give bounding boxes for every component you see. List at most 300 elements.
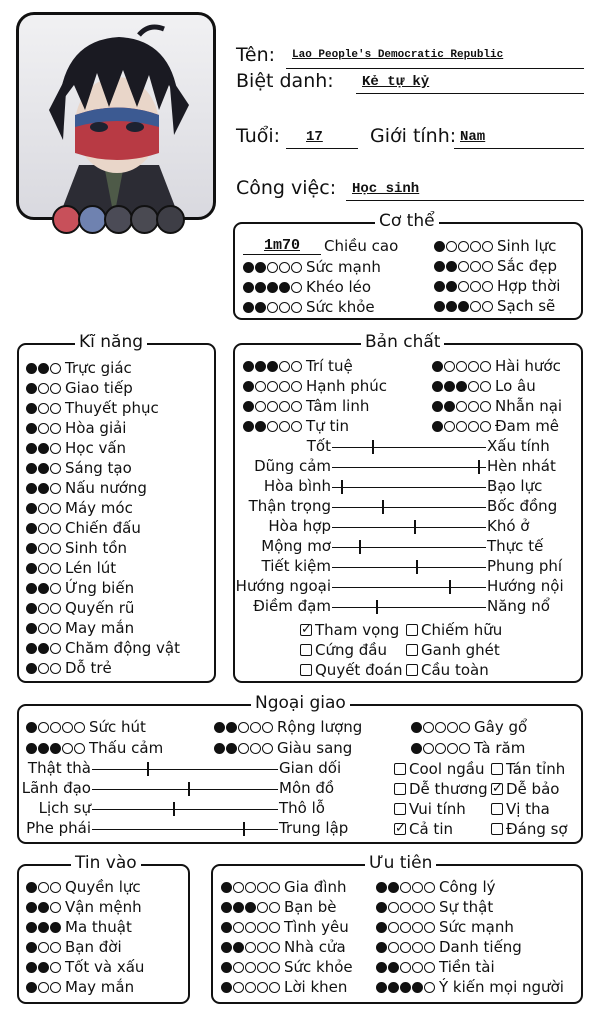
rating-dot[interactable] xyxy=(38,882,49,893)
rating-dot[interactable] xyxy=(423,722,434,733)
rating-dot[interactable] xyxy=(50,503,61,514)
rating-dots[interactable] xyxy=(411,722,471,733)
rating-dot[interactable] xyxy=(255,361,266,372)
rating-dot[interactable] xyxy=(400,962,411,973)
rating-dot[interactable] xyxy=(400,902,411,913)
rating-dots[interactable] xyxy=(26,403,62,414)
rating-dot[interactable] xyxy=(434,241,445,252)
rating-dot[interactable] xyxy=(432,361,443,372)
rating-dot[interactable] xyxy=(388,962,399,973)
rating-dot[interactable] xyxy=(38,483,49,494)
trait-slider[interactable] xyxy=(248,497,558,517)
rating-dot[interactable] xyxy=(50,922,61,933)
rating-dot[interactable] xyxy=(456,381,467,392)
rating-dot[interactable] xyxy=(411,743,422,754)
rating-dot[interactable] xyxy=(26,722,37,733)
slider-marker[interactable] xyxy=(173,802,175,816)
rating-dot[interactable] xyxy=(38,743,49,754)
trait-checkbox[interactable] xyxy=(491,799,550,819)
trait-checkbox[interactable] xyxy=(394,759,485,779)
rating-dot[interactable] xyxy=(255,401,266,412)
rating-dot[interactable] xyxy=(38,942,49,953)
rating-dot[interactable] xyxy=(446,301,457,312)
rating-dot[interactable] xyxy=(233,962,244,973)
rating-dot[interactable] xyxy=(255,381,266,392)
checkbox-box[interactable] xyxy=(406,624,418,636)
rating-dot[interactable] xyxy=(257,922,268,933)
slider-track[interactable] xyxy=(332,547,486,548)
rating-dot[interactable] xyxy=(245,962,256,973)
rating-dots[interactable] xyxy=(221,942,281,953)
rating-dot[interactable] xyxy=(38,463,49,474)
rating-dot[interactable] xyxy=(269,902,280,913)
rating-dot[interactable] xyxy=(432,401,443,412)
rating-dot[interactable] xyxy=(482,301,493,312)
rating-dot[interactable] xyxy=(424,882,435,893)
rating-dot[interactable] xyxy=(269,982,280,993)
rating-dot[interactable] xyxy=(38,922,49,933)
rating-dot[interactable] xyxy=(376,902,387,913)
rating-dot[interactable] xyxy=(26,383,37,394)
rating-dot[interactable] xyxy=(267,381,278,392)
rating-dot[interactable] xyxy=(432,421,443,432)
rating-dot[interactable] xyxy=(255,262,266,273)
trait-slider[interactable] xyxy=(235,577,564,597)
rating-dot[interactable] xyxy=(50,403,61,414)
rating-dot[interactable] xyxy=(468,421,479,432)
rating-dot[interactable] xyxy=(459,743,470,754)
rating-dots[interactable] xyxy=(26,583,62,594)
rating-dot[interactable] xyxy=(447,743,458,754)
rating-dot[interactable] xyxy=(456,361,467,372)
rating-dots[interactable] xyxy=(26,722,86,733)
rating-dot[interactable] xyxy=(50,463,61,474)
rating-dot[interactable] xyxy=(62,722,73,733)
trait-slider[interactable] xyxy=(26,819,349,839)
slider-track[interactable] xyxy=(332,487,486,488)
slider-track[interactable] xyxy=(92,789,278,790)
slider-track[interactable] xyxy=(92,829,278,830)
rating-dot[interactable] xyxy=(376,882,387,893)
trait-checkbox[interactable] xyxy=(491,779,559,799)
rating-dot[interactable] xyxy=(269,922,280,933)
checkbox-box[interactable] xyxy=(394,803,406,815)
checkbox-box[interactable]: ✓ xyxy=(492,781,503,796)
rating-dot[interactable] xyxy=(50,902,61,913)
name-field[interactable]: Lao People's Democratic Republic xyxy=(286,47,584,69)
trait-checkbox[interactable] xyxy=(406,640,500,660)
slider-marker[interactable] xyxy=(341,480,343,494)
rating-dot[interactable] xyxy=(412,982,423,993)
trait-checkbox[interactable] xyxy=(394,779,488,799)
slider-track[interactable] xyxy=(92,769,278,770)
rating-dot[interactable] xyxy=(400,922,411,933)
rating-dot[interactable] xyxy=(38,962,49,973)
rating-dot[interactable] xyxy=(238,722,249,733)
checkbox-box[interactable] xyxy=(491,803,503,815)
rating-dot[interactable] xyxy=(38,443,49,454)
rating-dots[interactable] xyxy=(26,663,62,674)
rating-dot[interactable] xyxy=(50,423,61,434)
rating-dots[interactable] xyxy=(221,982,281,993)
rating-dots[interactable] xyxy=(26,503,62,514)
rating-dot[interactable] xyxy=(470,261,481,272)
rating-dot[interactable] xyxy=(444,381,455,392)
rating-dots[interactable] xyxy=(26,982,62,993)
trait-slider[interactable] xyxy=(254,457,556,477)
rating-dot[interactable] xyxy=(26,403,37,414)
rating-dot[interactable] xyxy=(74,722,85,733)
rating-dot[interactable] xyxy=(456,421,467,432)
rating-dot[interactable] xyxy=(221,982,232,993)
rating-dots[interactable] xyxy=(26,962,62,973)
rating-dot[interactable] xyxy=(458,261,469,272)
rating-dot[interactable] xyxy=(388,982,399,993)
rating-dot[interactable] xyxy=(62,743,73,754)
rating-dot[interactable] xyxy=(269,962,280,973)
trait-checkbox[interactable] xyxy=(394,819,453,839)
rating-dots[interactable] xyxy=(376,902,436,913)
rating-dots[interactable] xyxy=(243,262,303,273)
rating-dots[interactable] xyxy=(376,882,436,893)
rating-dot[interactable] xyxy=(233,922,244,933)
rating-dot[interactable] xyxy=(221,882,232,893)
rating-dots[interactable] xyxy=(376,922,436,933)
trait-slider[interactable] xyxy=(253,597,550,617)
nickname-field[interactable]: Kẻ tự kỷ xyxy=(356,72,584,94)
rating-dot[interactable] xyxy=(250,722,261,733)
rating-dots[interactable] xyxy=(243,421,303,432)
rating-dot[interactable] xyxy=(423,743,434,754)
trait-slider[interactable] xyxy=(263,477,543,497)
rating-dot[interactable] xyxy=(446,241,457,252)
rating-dot[interactable] xyxy=(257,902,268,913)
trait-checkbox[interactable] xyxy=(394,799,466,819)
rating-dot[interactable] xyxy=(388,882,399,893)
rating-dot[interactable] xyxy=(243,282,254,293)
trait-checkbox[interactable] xyxy=(491,759,565,779)
rating-dot[interactable] xyxy=(424,942,435,953)
rating-dot[interactable] xyxy=(26,882,37,893)
rating-dot[interactable] xyxy=(26,962,37,973)
rating-dot[interactable] xyxy=(376,962,387,973)
checkbox-box[interactable] xyxy=(491,763,503,775)
rating-dot[interactable] xyxy=(26,643,37,654)
rating-dot[interactable] xyxy=(376,922,387,933)
rating-dot[interactable] xyxy=(38,982,49,993)
rating-dot[interactable] xyxy=(257,942,268,953)
trait-checkbox[interactable] xyxy=(406,660,489,680)
rating-dot[interactable] xyxy=(279,361,290,372)
rating-dots[interactable] xyxy=(26,643,62,654)
rating-dot[interactable] xyxy=(26,423,37,434)
rating-dot[interactable] xyxy=(26,663,37,674)
rating-dots[interactable] xyxy=(434,241,494,252)
rating-dot[interactable] xyxy=(267,302,278,313)
rating-dots[interactable] xyxy=(26,543,62,554)
rating-dot[interactable] xyxy=(291,381,302,392)
rating-dot[interactable] xyxy=(257,962,268,973)
rating-dot[interactable] xyxy=(243,361,254,372)
rating-dot[interactable] xyxy=(38,543,49,554)
rating-dots[interactable] xyxy=(432,381,492,392)
rating-dots[interactable] xyxy=(26,463,62,474)
rating-dots[interactable] xyxy=(432,361,492,372)
rating-dot[interactable] xyxy=(291,421,302,432)
rating-dot[interactable] xyxy=(400,942,411,953)
rating-dot[interactable] xyxy=(458,281,469,292)
rating-dot[interactable] xyxy=(50,982,61,993)
rating-dot[interactable] xyxy=(424,902,435,913)
rating-dot[interactable] xyxy=(376,942,387,953)
rating-dots[interactable] xyxy=(434,301,494,312)
rating-dot[interactable] xyxy=(245,902,256,913)
checkbox-box[interactable] xyxy=(394,763,406,775)
rating-dot[interactable] xyxy=(38,902,49,913)
rating-dots[interactable] xyxy=(243,401,303,412)
rating-dots[interactable] xyxy=(26,743,86,754)
rating-dot[interactable] xyxy=(424,982,435,993)
rating-dot[interactable] xyxy=(412,922,423,933)
trait-checkbox[interactable] xyxy=(406,620,502,640)
rating-dot[interactable] xyxy=(38,523,49,534)
rating-dot[interactable] xyxy=(26,563,37,574)
slider-marker[interactable] xyxy=(382,500,384,514)
rating-dot[interactable] xyxy=(38,503,49,514)
rating-dots[interactable] xyxy=(26,443,62,454)
rating-dots[interactable] xyxy=(26,483,62,494)
checkbox-box[interactable] xyxy=(406,664,418,676)
rating-dot[interactable] xyxy=(458,241,469,252)
rating-dot[interactable] xyxy=(400,882,411,893)
rating-dots[interactable] xyxy=(434,281,494,292)
rating-dots[interactable] xyxy=(376,962,436,973)
rating-dot[interactable] xyxy=(226,743,237,754)
rating-dot[interactable] xyxy=(26,483,37,494)
rating-dot[interactable] xyxy=(480,381,491,392)
rating-dot[interactable] xyxy=(38,643,49,654)
rating-dot[interactable] xyxy=(50,643,61,654)
slider-track[interactable] xyxy=(332,467,486,468)
rating-dot[interactable] xyxy=(26,583,37,594)
rating-dot[interactable] xyxy=(424,922,435,933)
rating-dot[interactable] xyxy=(226,722,237,733)
rating-dots[interactable] xyxy=(221,882,281,893)
rating-dot[interactable] xyxy=(434,261,445,272)
rating-dot[interactable] xyxy=(243,401,254,412)
rating-dot[interactable] xyxy=(50,962,61,973)
slider-marker[interactable] xyxy=(372,440,374,454)
rating-dots[interactable] xyxy=(243,282,303,293)
slider-marker[interactable] xyxy=(478,460,480,474)
rating-dot[interactable] xyxy=(245,942,256,953)
rating-dot[interactable] xyxy=(221,922,232,933)
height-value[interactable]: 1m70 xyxy=(243,237,321,255)
rating-dots[interactable] xyxy=(26,523,62,534)
rating-dot[interactable] xyxy=(468,401,479,412)
rating-dot[interactable] xyxy=(214,743,225,754)
rating-dot[interactable] xyxy=(26,463,37,474)
rating-dot[interactable] xyxy=(50,363,61,374)
age-field[interactable]: 17 xyxy=(286,127,358,149)
rating-dot[interactable] xyxy=(388,942,399,953)
rating-dot[interactable] xyxy=(245,922,256,933)
rating-dot[interactable] xyxy=(214,722,225,733)
checkbox-box[interactable] xyxy=(491,823,503,835)
slider-track[interactable] xyxy=(332,447,486,448)
rating-dot[interactable] xyxy=(50,663,61,674)
rating-dots[interactable] xyxy=(26,623,62,634)
rating-dots[interactable] xyxy=(26,423,62,434)
rating-dot[interactable] xyxy=(255,302,266,313)
checkbox-box[interactable] xyxy=(300,644,312,656)
rating-dots[interactable] xyxy=(214,743,274,754)
rating-dot[interactable] xyxy=(26,902,37,913)
slider-marker[interactable] xyxy=(359,540,361,554)
rating-dot[interactable] xyxy=(456,401,467,412)
trait-checkbox[interactable] xyxy=(300,660,402,680)
rating-dot[interactable] xyxy=(26,503,37,514)
rating-dot[interactable] xyxy=(38,423,49,434)
rating-dot[interactable] xyxy=(480,421,491,432)
trait-slider[interactable] xyxy=(21,779,335,799)
checkbox-box[interactable] xyxy=(300,664,312,676)
rating-dot[interactable] xyxy=(444,361,455,372)
rating-dot[interactable] xyxy=(434,301,445,312)
rating-dot[interactable] xyxy=(243,381,254,392)
rating-dot[interactable] xyxy=(26,942,37,953)
rating-dot[interactable] xyxy=(38,722,49,733)
trait-slider[interactable] xyxy=(261,557,563,577)
rating-dot[interactable] xyxy=(470,241,481,252)
rating-dot[interactable] xyxy=(50,543,61,554)
slider-marker[interactable] xyxy=(414,520,416,534)
rating-dot[interactable] xyxy=(250,743,261,754)
rating-dot[interactable] xyxy=(26,543,37,554)
rating-dot[interactable] xyxy=(468,361,479,372)
rating-dot[interactable] xyxy=(26,982,37,993)
rating-dot[interactable] xyxy=(243,302,254,313)
rating-dots[interactable] xyxy=(26,942,62,953)
rating-dot[interactable] xyxy=(446,261,457,272)
rating-dot[interactable] xyxy=(233,902,244,913)
slider-marker[interactable] xyxy=(416,560,418,574)
rating-dot[interactable] xyxy=(255,421,266,432)
rating-dot[interactable] xyxy=(233,882,244,893)
rating-dot[interactable] xyxy=(50,722,61,733)
rating-dot[interactable] xyxy=(468,381,479,392)
rating-dots[interactable] xyxy=(432,421,492,432)
rating-dot[interactable] xyxy=(424,962,435,973)
gender-field[interactable]: Nam xyxy=(454,127,584,149)
rating-dot[interactable] xyxy=(480,361,491,372)
rating-dots[interactable] xyxy=(434,261,494,272)
rating-dot[interactable] xyxy=(233,942,244,953)
rating-dot[interactable] xyxy=(50,882,61,893)
checkbox-box[interactable]: ✓ xyxy=(395,821,406,836)
rating-dot[interactable] xyxy=(435,743,446,754)
checkbox-box[interactable]: ✓ xyxy=(301,622,312,637)
slider-marker[interactable] xyxy=(147,762,149,776)
slider-marker[interactable] xyxy=(188,782,190,796)
rating-dot[interactable] xyxy=(50,583,61,594)
rating-dot[interactable] xyxy=(459,722,470,733)
rating-dot[interactable] xyxy=(267,401,278,412)
rating-dot[interactable] xyxy=(432,381,443,392)
rating-dot[interactable] xyxy=(38,563,49,574)
rating-dot[interactable] xyxy=(412,902,423,913)
rating-dot[interactable] xyxy=(50,603,61,614)
rating-dot[interactable] xyxy=(262,743,273,754)
rating-dots[interactable] xyxy=(243,381,303,392)
rating-dot[interactable] xyxy=(238,743,249,754)
rating-dot[interactable] xyxy=(26,603,37,614)
trait-slider[interactable] xyxy=(261,537,544,557)
rating-dots[interactable] xyxy=(243,302,303,313)
slider-track[interactable] xyxy=(332,567,486,568)
rating-dots[interactable] xyxy=(221,902,281,913)
slider-track[interactable] xyxy=(332,507,486,508)
rating-dot[interactable] xyxy=(279,381,290,392)
rating-dots[interactable] xyxy=(221,922,281,933)
rating-dots[interactable] xyxy=(26,383,62,394)
rating-dot[interactable] xyxy=(267,262,278,273)
rating-dot[interactable] xyxy=(388,922,399,933)
rating-dot[interactable] xyxy=(50,743,61,754)
rating-dots[interactable] xyxy=(376,942,436,953)
rating-dot[interactable] xyxy=(50,383,61,394)
rating-dots[interactable] xyxy=(214,722,274,733)
trait-slider[interactable] xyxy=(268,517,530,537)
rating-dot[interactable] xyxy=(435,722,446,733)
rating-dot[interactable] xyxy=(243,262,254,273)
rating-dot[interactable] xyxy=(38,603,49,614)
rating-dot[interactable] xyxy=(38,663,49,674)
rating-dot[interactable] xyxy=(221,942,232,953)
rating-dots[interactable] xyxy=(26,563,62,574)
rating-dot[interactable] xyxy=(279,401,290,412)
rating-dot[interactable] xyxy=(38,383,49,394)
rating-dot[interactable] xyxy=(262,722,273,733)
trait-checkbox[interactable] xyxy=(300,620,399,640)
rating-dot[interactable] xyxy=(38,623,49,634)
checkbox-box[interactable] xyxy=(406,644,418,656)
rating-dots[interactable] xyxy=(26,902,62,913)
slider-track[interactable] xyxy=(332,527,486,528)
rating-dots[interactable] xyxy=(26,922,62,933)
trait-slider[interactable] xyxy=(27,759,342,779)
rating-dots[interactable] xyxy=(221,962,281,973)
rating-dot[interactable] xyxy=(279,262,290,273)
rating-dot[interactable] xyxy=(38,403,49,414)
rating-dot[interactable] xyxy=(26,523,37,534)
rating-dot[interactable] xyxy=(291,361,302,372)
rating-dot[interactable] xyxy=(482,281,493,292)
rating-dot[interactable] xyxy=(38,363,49,374)
rating-dot[interactable] xyxy=(400,982,411,993)
rating-dot[interactable] xyxy=(482,241,493,252)
checkbox-box[interactable] xyxy=(394,783,406,795)
rating-dot[interactable] xyxy=(291,262,302,273)
rating-dots[interactable] xyxy=(26,882,62,893)
rating-dot[interactable] xyxy=(243,421,254,432)
rating-dot[interactable] xyxy=(279,421,290,432)
rating-dot[interactable] xyxy=(50,483,61,494)
trait-checkbox[interactable] xyxy=(300,640,387,660)
rating-dot[interactable] xyxy=(412,882,423,893)
rating-dot[interactable] xyxy=(221,902,232,913)
rating-dots[interactable] xyxy=(411,743,471,754)
